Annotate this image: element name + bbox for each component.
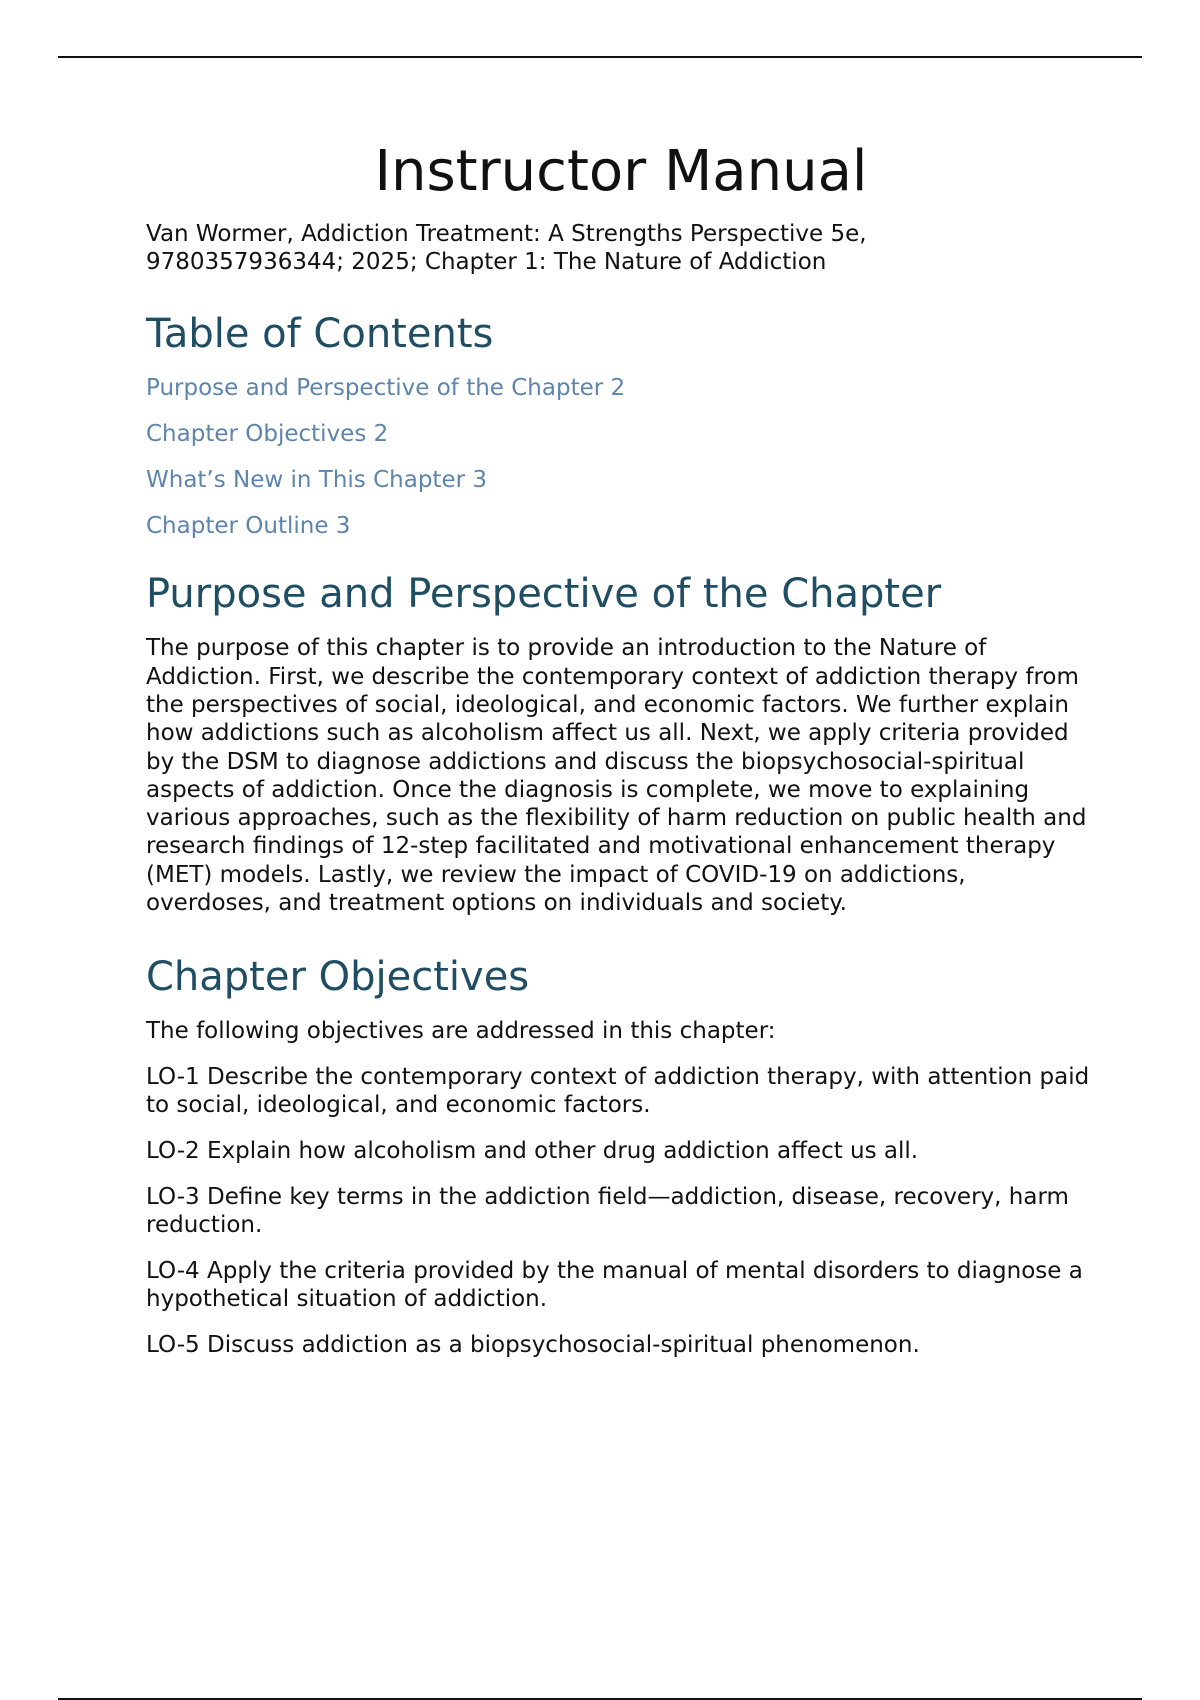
objective-lo-2: LO-2 Explain how alcoholism and other drug addiction affect us all. — [146, 1138, 919, 1165]
toc-link-whats-new[interactable]: What’s New in This Chapter 3 — [146, 467, 488, 494]
objectives-list — [146, 1063, 1096, 1359]
document-subtitle: Van Wormer, Addiction Treatment: A Strengths Perspective 5e, 9780357936344; 2025; Chapter 1: The Nature of Addiction — [146, 221, 867, 276]
objectives-heading: Chapter Objectives — [146, 954, 530, 1001]
toc-link-outline[interactable]: Chapter Outline 3 — [146, 513, 351, 540]
objective-lo-5: LO-5 Discuss addiction as a biopsychosocial-spiritual phenomenon. — [146, 1332, 920, 1359]
top-rule — [58, 56, 1142, 58]
objectives-intro: The following objectives are addressed in this chapter: — [146, 1018, 776, 1045]
purpose-heading: Purpose and Perspective of the Chapter — [146, 571, 942, 618]
table-of-contents — [146, 310, 1096, 540]
document-title: Instructor Manual — [374, 139, 868, 204]
toc-link-objectives[interactable]: Chapter Objectives 2 — [146, 421, 389, 448]
toc-heading: Table of Contents — [146, 311, 494, 358]
purpose-paragraph: The purpose of this chapter is to provide an introduction to the Nature of Addiction. First, we describe the contemporary context of addiction therapy from the perspectives of social, ideological, and economic factors. We further explain how addictions such as alcoholism affect us all. Next, we apply criteria provided by the DSM to diagnose addictions and discuss the biopsychosocial-spiritual aspects of addiction. Once the diagnosis is complete, we move to explaining various approaches, such as the flexibility of harm reduction on public health and research findings of 12-step facilitated and motivational enhancement therapy (MET) models. Lastly, we review the impact of COVID-19 on addictions, overdoses, and treatment options on individuals and society. — [146, 635, 1087, 917]
objective-lo-3: LO-3 Define key terms in the addiction field—addiction, disease, recovery, harm reduction. — [146, 1184, 1069, 1239]
objective-lo-1: LO-1 Describe the contemporary context of addiction therapy, with attention paid to social, ideological, and economic factors. — [146, 1064, 1090, 1119]
objective-lo-4: LO-4 Apply the criteria provided by the manual of mental disorders to diagnose a hypothetical situation of addiction. — [146, 1258, 1083, 1313]
toc-link-purpose[interactable]: Purpose and Perspective of the Chapter 2 — [146, 375, 626, 402]
document-page — [146, 140, 1096, 1377]
toc-list — [146, 374, 1096, 540]
objectives-section — [146, 953, 1096, 1359]
purpose-section — [146, 570, 1096, 917]
